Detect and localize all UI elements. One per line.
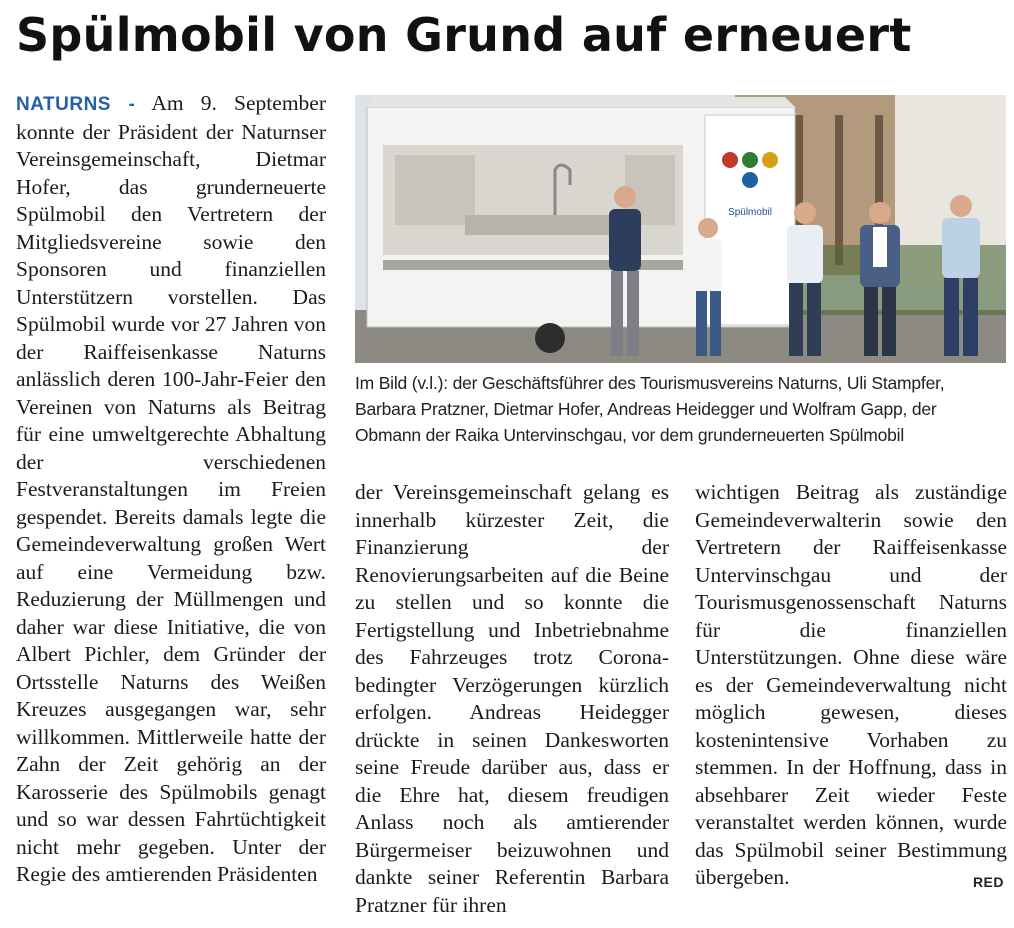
article-headline: Spülmobil von Grund auf erneuert <box>16 8 912 62</box>
article-photo <box>355 95 1006 363</box>
column-1-text: Am 9. September konnte der Präsident der Naturnser Vereinsgemeinschaft, Dietmar Hofer, das grunderneuerte Spülmobil den Vertretern der Mitgliedsvereine sowie den Sponsoren und finanziellen Unterstützern vorstellen. Das Spülmobil wurde vor 27 Jahren von der Raiffeisenkasse Naturns anlässlich deren 100-Jahr-Feier den Vereinen von Naturns als Beitrag für eine umweltgerechte Abhaltung der verschiedenen Festveranstaltungen im Freien gespendet. Bereits damals legte die Gemeindeverwaltung großen Wert auf eine Vermeidung bzw. Reduzierung der Müllmengen und daher war diese Initiative, die von Albert Pichler, dem Gründer der Ortsstelle Naturns des Weißen Kreuzes ausgegangen war, sehr willkommen. Mittlerweile hatte der Zahn der Zeit gehörig an der Karosserie des Spülmobils genagt und so war dessen Fahrtüchtigkeit nicht mehr gegeben. Unter der Regie des amtierenden Präsidenten <box>16 91 326 886</box>
column-3-text: wichtigen Beitrag als zuständige Gemeindeverwalterin sowie den Vertretern der Raiffeisenkasse Untervinschgau und der Tourismusgenossenschaft Naturns für die finanziellen Unterstützungen. Ohne diese wäre es der Gemeindeverwaltung nicht möglich gewesen, dieses kostenintensive Vorhaben zu stemmen. In der Hoffnung, dass in absehbarer Zeit wieder Feste veranstaltet werden können, wurde das Spülmobil seiner Bestimmung übergeben. <box>695 480 1007 889</box>
article-column-3 <box>695 479 1007 892</box>
article-column-2 <box>355 479 669 919</box>
photo-illustration <box>355 95 1006 363</box>
column-2-text: der Vereinsgemeinschaft gelang es innerhalb kürzester Zeit, die Finanzierung der Renovierungsarbeiten auf die Beine zu stellen und so konnte die Fertigstellung und Inbetriebnahme des Fahrzeuges trotz Corona-bedingter Verzögerungen kürzlich erfolgen. Andreas Heidegger drückte in seinen Dankesworten seine Freude darüber aus, dass er die Ehre hat, diesem freudigen Anlass noch als amtierender Bürgermeiser beizuwohnen und dankte seiner Referentin Barbara Pratzner für ihren <box>355 480 669 917</box>
article-author: RED <box>972 874 1004 890</box>
photo-caption: Im Bild (v.l.): der Geschäftsführer des Tourismusvereins Naturns, Uli Stampfer, Barbara Pratzner, Dietmar Hofer, Andreas Heidegger und Wolfram Gapp, der Obmann der Raika Untervinschgau, vor dem grunderneuerten Spülmobil <box>355 373 945 445</box>
photo-trailer-label: Spülmobil <box>728 207 772 218</box>
article-lead-location: NATURNS - <box>16 94 136 115</box>
article-column-1 <box>16 90 326 889</box>
